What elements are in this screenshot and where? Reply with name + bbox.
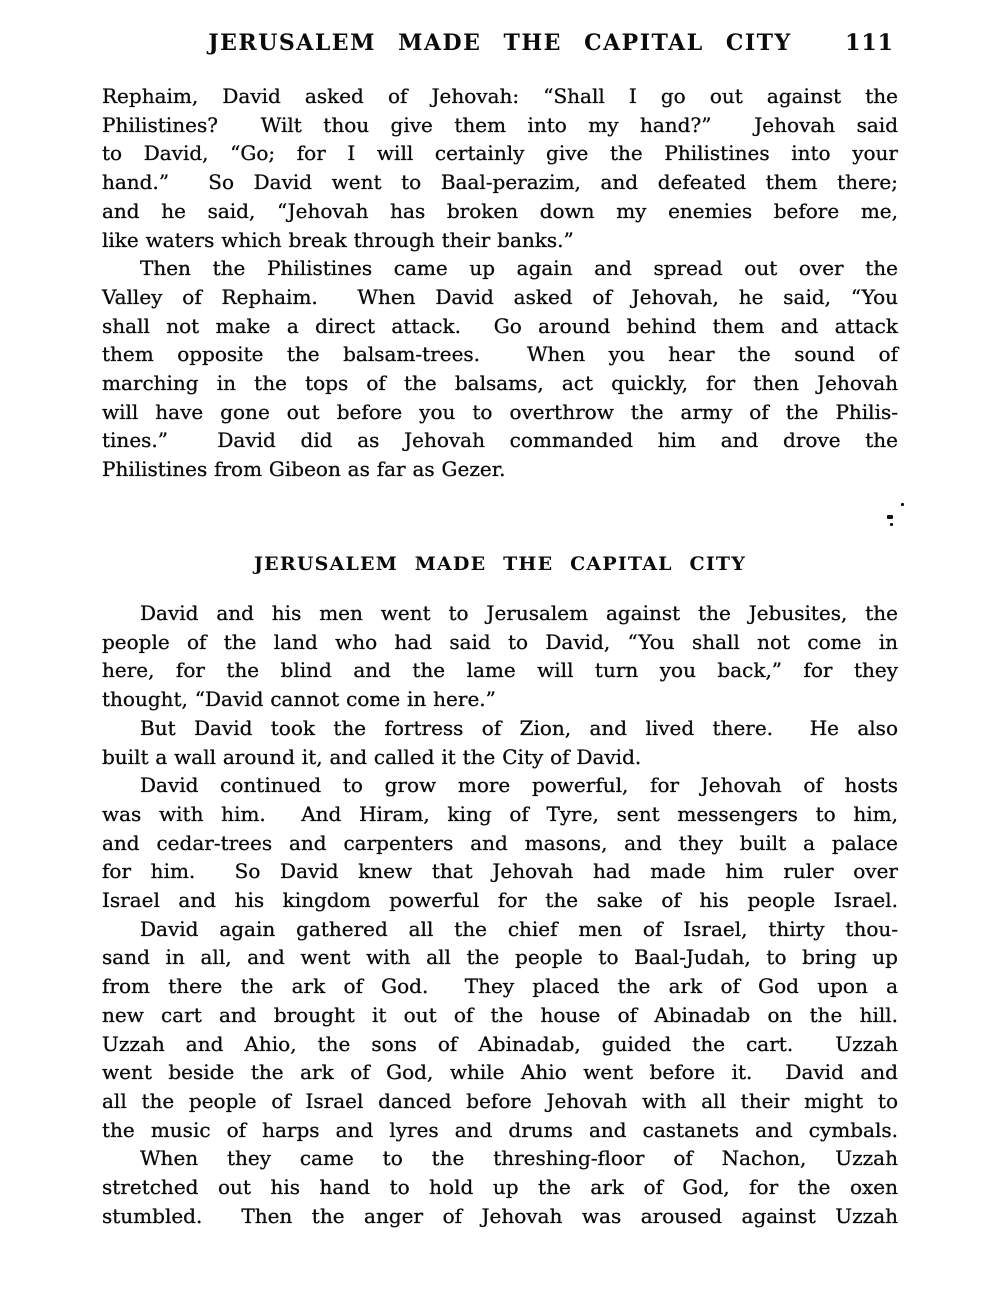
text-line: But David took the fortress of Zion, and lived there. He also bbox=[140, 715, 898, 740]
paragraph bbox=[102, 1144, 898, 1230]
text-line: shall not make a direct attack. Go around behind them and attack bbox=[102, 313, 898, 338]
text-block-bottom bbox=[102, 599, 898, 1230]
paragraph bbox=[102, 82, 898, 254]
text-line: the music of harps and lyres and drums and castanets and cymbals. bbox=[102, 1117, 898, 1142]
text-line: Philistines from Gibeon as far as Gezer. bbox=[102, 457, 506, 482]
scan-speck bbox=[887, 515, 893, 519]
text-line: sand in all, and went with all the people to Baal-Judah, to bring up bbox=[102, 945, 898, 970]
text-line: Valley of Rephaim. When David asked of Jehovah, he said, “You bbox=[102, 284, 898, 309]
text-line: like waters which break through their banks.” bbox=[102, 227, 574, 252]
text-line: here, for the blind and the lame will turn you back,” for they bbox=[102, 658, 898, 683]
scan-speck bbox=[890, 523, 893, 526]
text-line: marching in the tops of the balsams, act quickly, for then Jehovah bbox=[102, 371, 898, 396]
running-header bbox=[102, 30, 898, 60]
text-line: Philistines? Wilt thou give them into my hand?” Jehovah said bbox=[102, 112, 898, 137]
text-line: thought, “David cannot come in here.” bbox=[102, 687, 496, 712]
scan-speck bbox=[901, 503, 904, 506]
text-line: will have gone out before you to overthrow the army of the Philis- bbox=[102, 399, 898, 424]
paragraph bbox=[102, 771, 898, 915]
text-line: David again gathered all the chief men of Israel, thirty thou- bbox=[140, 916, 898, 941]
paragraph bbox=[102, 915, 898, 1145]
text-line: to David, “Go; for I will certainly give the Philistines into your bbox=[102, 141, 898, 166]
text-line: from there the ark of God. They placed the ark of God upon a bbox=[102, 974, 898, 999]
page-number: 111 bbox=[845, 30, 894, 56]
paragraph bbox=[102, 599, 898, 714]
text-line: went beside the ark of God, while Ahio went before it. David and bbox=[102, 1060, 898, 1085]
text-line: Then the Philistines came up again and spread out over the bbox=[140, 256, 898, 281]
text-line: When they came to the threshing-floor of Nachon, Uzzah bbox=[140, 1146, 898, 1171]
text-line: David continued to grow more powerful, for Jehovah of hosts bbox=[140, 773, 898, 798]
text-line: and he said, “Jehovah has broken down my enemies before me, bbox=[102, 198, 898, 223]
text-line: stumbled. Then the anger of Jehovah was aroused against Uzzah bbox=[102, 1203, 898, 1228]
text-line: hand.” So David went to Baal-perazim, and defeated them there; bbox=[102, 170, 898, 195]
running-header-title: JERUSALEM MADE THE CAPITAL CITY bbox=[208, 30, 792, 56]
text-line: all the people of Israel danced before Jehovah with all their might to bbox=[102, 1088, 898, 1113]
text-line: stretched out his hand to hold up the ark of God, for the oxen bbox=[102, 1175, 898, 1200]
section-heading: JERUSALEM MADE THE CAPITAL CITY bbox=[253, 553, 747, 575]
paragraph bbox=[102, 714, 898, 771]
text-block-top bbox=[102, 82, 898, 484]
text-line: them opposite the balsam-trees. When you hear the sound of bbox=[102, 342, 898, 367]
text-line: built a wall around it, and called it the City of David. bbox=[102, 744, 642, 769]
text-line: people of the land who had said to David, “You shall not come in bbox=[102, 629, 898, 654]
text-line: and cedar-trees and carpenters and masons, and they built a palace bbox=[102, 830, 898, 855]
text-line: for him. So David knew that Jehovah had made him ruler over bbox=[102, 859, 898, 884]
text-line: Uzzah and Ahio, the sons of Abinadab, guided the cart. Uzzah bbox=[102, 1031, 898, 1056]
text-line: tines.” David did as Jehovah commanded him and drove the bbox=[102, 428, 898, 453]
paragraph bbox=[102, 254, 898, 484]
text-line: David and his men went to Jerusalem against the Jebusites, the bbox=[140, 601, 898, 625]
text-line: Israel and his kingdom powerful for the sake of his people Israel. bbox=[102, 888, 898, 913]
text-line: Rephaim, David asked of Jehovah: “Shall I go out against the bbox=[102, 84, 898, 108]
text-line: new cart and brought it out of the house of Abinadab on the hill. bbox=[102, 1002, 898, 1027]
text-line: was with him. And Hiram, king of Tyre, sent messengers to him, bbox=[102, 801, 898, 826]
